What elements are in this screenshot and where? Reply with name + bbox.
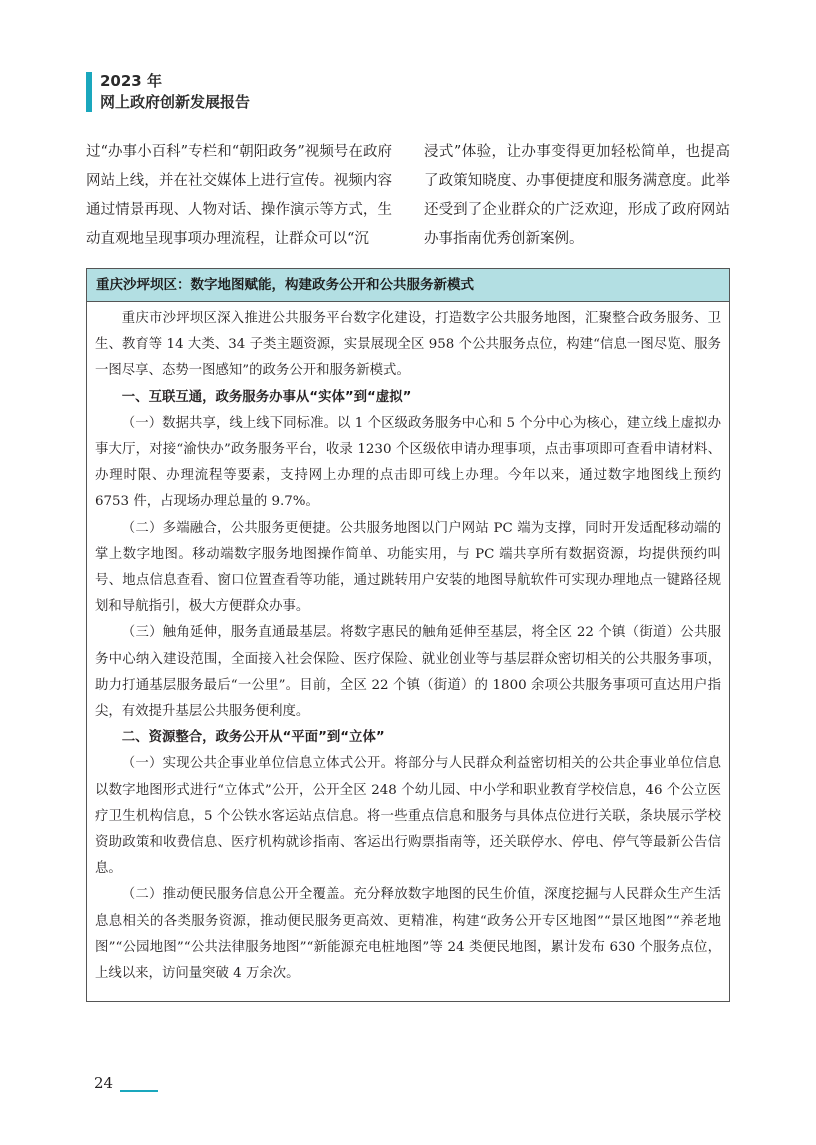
intro-right-column: 浸式”体验，让办事变得更加轻松简单，也提高了政策知晓度、办事便捷度和服务满意度。此举还受到了企业群众的广泛欢迎，形成了政府网站办事指南优秀创新案例。 xyxy=(424,144,730,247)
body-paragraph: （一）实现公共企事业单位信息立体式公开。将部分与人民群众利益密切相关的公共企事业单位信息以数字地图形式进行“立体式”公开，公开全区 248 个幼儿园、中小学和职业教育学校信息，46 个公立医疗卫生机构信息，5 个公铁水客运站点信息。将一些重点信息和服务与具体点位进行关联，条块展示学校资助政策和收费信息、医疗机构就诊指南、客运出行购票指南等，还关联停水、停电、停气等最新公告信息。 xyxy=(95,756,721,877)
footer-accent-line xyxy=(120,1090,158,1092)
page-number: 24 xyxy=(94,1074,114,1092)
section-heading: 一、互联互通，政务服务办事从“实体”到“虚拟” xyxy=(121,389,412,405)
case-study-body xyxy=(87,302,729,987)
body-paragraph: （二）多端融合，公共服务更便捷。公共服务地图以门户网站 PC 端为支撑，同时开发适配移动端的掌上数字地图。移动端数字服务地图操作简单、功能实用，与 PC 端共享所有数据资源，均提供预约叫号、地点信息查看、窗口位置查看等功能，通过跳转用户安装的地图导航软件可实现办理地点一键路径规划和导航指引，极大方便群众办事。 xyxy=(95,520,721,615)
header-year: 2023 年 xyxy=(100,72,162,90)
case-study-box xyxy=(86,268,730,1002)
body-paragraph: 重庆市沙坪坝区深入推进公共服务平台数字化建设，打造数字公共服务地图，汇聚整合政务服务、卫生、教育等 14 大类、34 子类主题资源，实景展现全区 958 个公共服务点位，构建“信息一图尽览、服务一图尽享、态势一图感知”的政务公开和服务新模式。 xyxy=(95,311,721,379)
section-heading: 二、资源整合，政务公开从“平面”到“立体” xyxy=(121,730,385,746)
body-paragraph: （一）数据共享，线上线下同标准。以 1 个区级政务服务中心和 5 个分中心为核心，建立线上虚拟办事大厅，对接“渝快办”政务服务平台，收录 1230 个区级依申请办理事项，点击事项即可查看申请材料、办理时限、办理流程等要素，支持网上办理的点击即可线上办理。今年以来，通过数字地图线上预约 6753 件，占现场办理总量的 9.7%。 xyxy=(95,415,721,510)
intro-left-column: 过“办事小百科”专栏和“朝阳政务”视频号在政府网站上线，并在社交媒体上进行宣传。视频内容通过情景再现、人物对话、操作演示等方式，生动直观地呈现事项办理流程，让群众可以“沉 xyxy=(86,144,392,247)
case-study-title: 重庆沙坪坝区：数字地图赋能，构建政务公开和公共服务新模式 xyxy=(87,269,729,302)
header-title: 网上政府创新发展报告 xyxy=(100,93,251,111)
body-paragraph: （三）触角延伸，服务直通最基层。将数字惠民的触角延伸至基层，将全区 22 个镇（街道）公共服务中心纳入建设范围，全面接入社会保险、医疗保险、就业创业等与基层群众密切相关的公共服务事项，助力打通基层服务最后“一公里”。目前，全区 22 个镇（街道）的 1800 余项公共服务事项可直达用户指尖，有效提升基层公共服务便利度。 xyxy=(95,625,721,720)
header-accent-bar xyxy=(86,72,92,112)
body-paragraph: （二）推动便民服务信息公开全覆盖。充分释放数字地图的民生价值，深度挖掘与人民群众生产生活息息相关的各类服务资源，推动便民服务更高效、更精准，构建“政务公开专区地图”“景区地图”“养老地图”“公园地图”“公共法律服务地图”“新能源充电桩地图”等 24 类便民地图，累计发布 630 个服务点位，上线以来，访问量突破 4 万余次。 xyxy=(95,887,721,982)
